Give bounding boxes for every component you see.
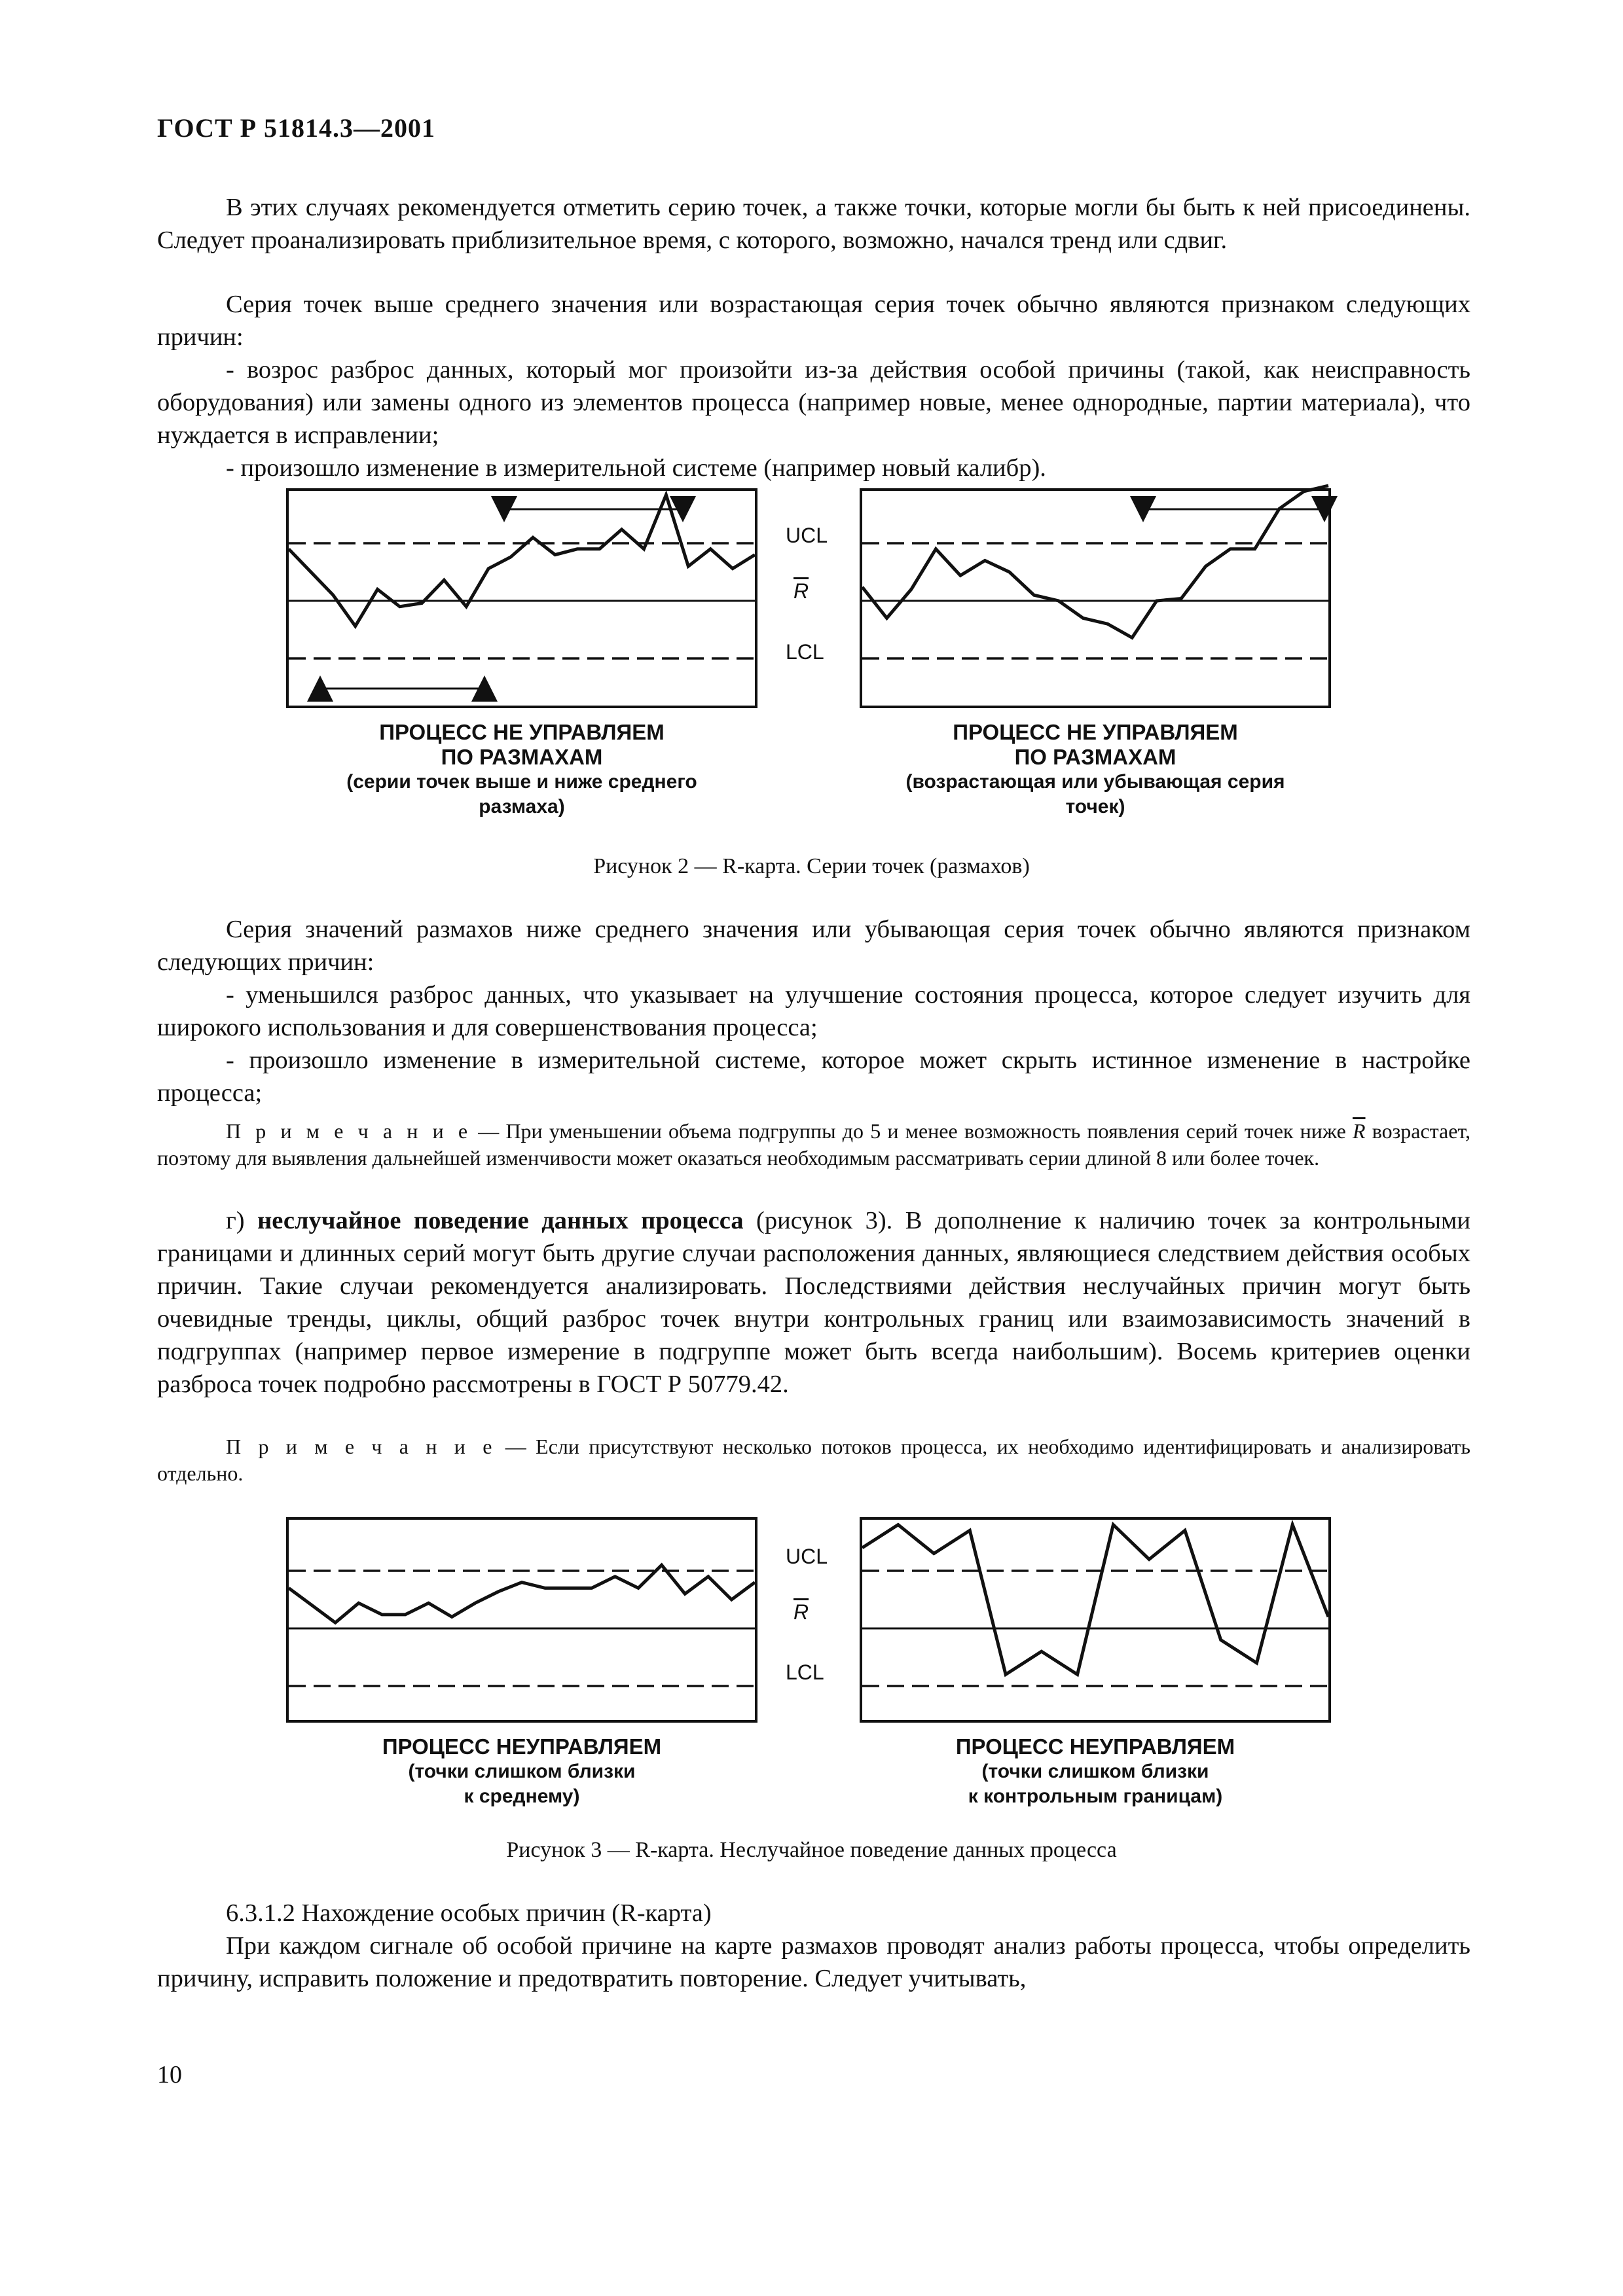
paragraph: - произошло изменение в измерительной системе, которое может скрыть истинное изменение в настройке процесса; (157, 1047, 1470, 1107)
document-header: ГОСТ Р 51814.3—2001 (157, 113, 436, 143)
figure2-right-label: ПРОЦЕСС НЕ УПРАВЛЯЕМ ПО РАЗМАХАМ (возрастающая или убывающая серия точек) (905, 720, 1285, 817)
figure3-right-label: ПРОЦЕСС НЕУПРАВЛЯЕМ (точки слишком близки к контрольным границам) (955, 1734, 1235, 1807)
section-heading: 6.3.1.2 Нахождение особых причин (R-карта) (226, 1899, 712, 1927)
figure2-left-label: ПРОЦЕСС НЕ УПРАВЛЯЕМ ПО РАЗМАХАМ (серии точек выше и ниже среднего размаха) (346, 720, 697, 817)
figure2-caption: Рисунок 2 — R-карта. Серии точек (размахов) (593, 854, 1030, 878)
rbar-label: $\overline{R}$ (793, 1600, 809, 1624)
paragraph: В этих случаях рекомендуется отметить серию точек, а также точки, которые могли бы быть к ней присоединены. Следует проанализировать приблизительное время, с которого, возможно, начался тренд или сдвиг. (157, 194, 1470, 254)
paragraph: Серия значений размахов ниже среднего значения или убывающая серия точек обычно являются признаком следующих причин: (157, 916, 1470, 976)
note-2: П р и м е ч а н и е — Если присутствуют несколько потоков процесса, их необходимо идентифицировать и анализировать отдельно. (157, 1435, 1471, 1485)
rbar-label: $\overline{R}$ (793, 579, 809, 603)
figure2-right-chart (860, 490, 1331, 707)
chart-frame (861, 1518, 1330, 1721)
figure3-right-chart (860, 1518, 1331, 1721)
lcl-label: LCL (786, 1660, 824, 1684)
paragraph: - возрос разброс данных, который мог произойти из-за действия особой причины (такой, как неисправность оборудования) или замены одного из элементов процесса (например новые, менее однородные, партии материала), что нуждается в исправлении; (157, 356, 1470, 449)
figure3-left-chart (286, 1518, 757, 1721)
paragraph: г) неслучайное поведение данных процесса (рисунок 3). В дополнение к наличию точек за контрольными границами и длинных серий могут быть другие случаи расположения данных, являющиеся следствием действия особых причин. Такие случаи рекомендуется анализировать. Последствиями действия неслучайных причин могут быть очевидные тренды, циклы, общий разброс точек внутри контрольных границ или взаимозависимость значений в подгруппах (например первое измерение в подгруппе может быть всегда наибольшим). Восемь критериев оценки разброса точек подробно рассмотрены в ГОСТ Р 50779.42. (157, 1207, 1470, 1398)
page-number: 10 (157, 2061, 182, 2089)
paragraph: Серия точек выше среднего значения или возрастающая серия точек обычно являются признаком следующих причин: (157, 291, 1470, 351)
lcl-label: LCL (786, 640, 824, 664)
figure2-left-chart (286, 490, 757, 707)
chart-frame (287, 490, 756, 707)
figure3-left-label: ПРОЦЕСС НЕУПРАВЛЯЕМ (точки слишком близки к среднему) (382, 1734, 662, 1807)
ucl-label: UCL (786, 524, 828, 547)
figure3-caption: Рисунок 3 — R-карта. Неслучайное поведение данных процесса (506, 1838, 1117, 1862)
note-1: П р и м е ч а н и е — При уменьшении объема подгруппы до 5 и менее возможность появления серий точек ниже $\overline{R}$ возрастает, поэтому для выявления дальнейшей изменчивости может оказаться необходимым рассматривать серии длиной 8 или более точек. (157, 1119, 1471, 1170)
chart-frame (861, 490, 1330, 707)
data-series-line (862, 1525, 1328, 1675)
paragraph: - уменьшился разброс данных, что указывает на улучшение состояния процесса, которое следует изучить для широкого использования и для совершенствования процесса; (157, 981, 1470, 1041)
paragraph: - произошло изменение в измерительной системе (например новый калибр). (226, 454, 1046, 482)
data-series-line (289, 1565, 755, 1623)
ucl-label: UCL (786, 1545, 828, 1568)
chart-frame (287, 1518, 756, 1721)
paragraph: При каждом сигнале об особой причине на карте размахов проводят анализ работы процесса, чтобы определить причину, исправить положение и предотвратить повторение. Следует учитывать, (157, 1932, 1470, 1992)
